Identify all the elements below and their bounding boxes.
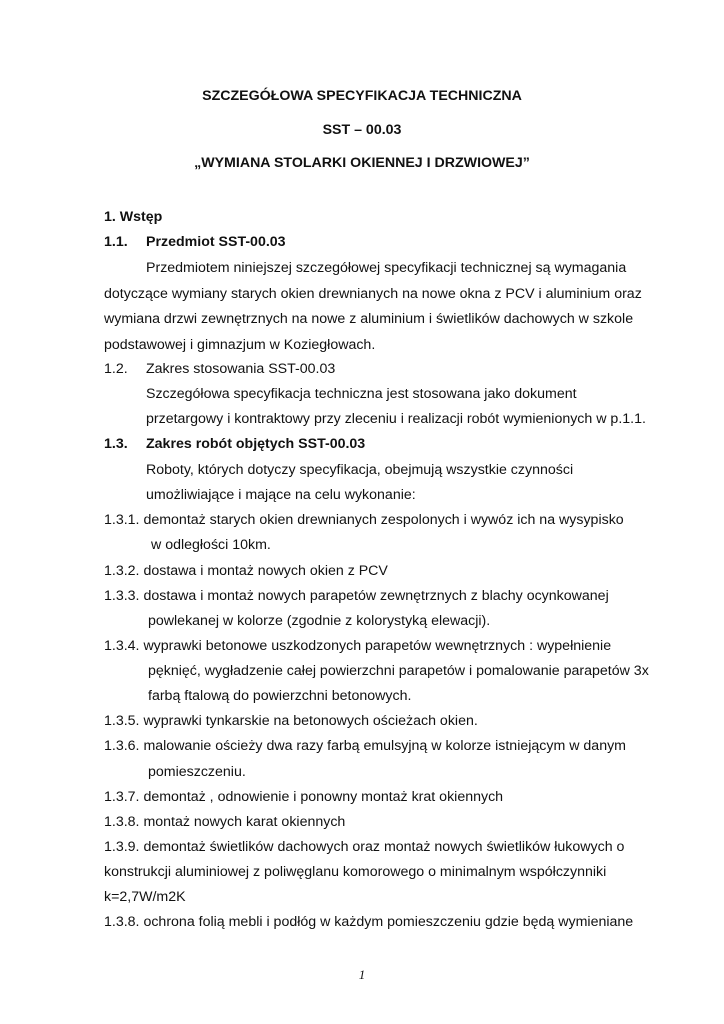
section-1-2-heading: Zakres stosowania SST-00.03	[146, 361, 336, 377]
section-1-3-heading: Zakres robót objętych SST-00.03	[146, 436, 366, 452]
paragraph-line: Szczegółowa specyfikacja techniczna jest stosowana jako dokument	[146, 386, 577, 402]
paragraph-line: wymiana drzwi zewnętrznych na nowe z aluminium i świetlików dachowych w szkole	[104, 311, 634, 327]
paragraph-line: umożliwiające i mające na celu wykonanie:	[146, 487, 416, 503]
section-1-1-heading: Przedmiot SST-00.03	[146, 234, 286, 250]
list-item: 1.3.8. montaż nowych karat okiennych	[104, 814, 346, 830]
document-title: SZCZEGÓŁOWA SPECYFIKACJA TECHNICZNA	[202, 88, 522, 104]
list-item-continuation: k=2,7W/m2K	[104, 889, 186, 905]
document-code: SST – 00.03	[322, 122, 402, 138]
list-item: 1.3.8. ochrona folią mebli i podłóg w każdym pomieszczeniu gdzie będą wymieniane	[104, 914, 634, 930]
list-item-continuation: pęknięć, wygładzenie całej powierzchni parapetów i pomalowanie parapetów 3x	[148, 663, 649, 679]
section-1-3-number: 1.3.	[104, 436, 128, 452]
paragraph-line: podstawowej i gimnazjum w Koziegłowach.	[104, 337, 376, 353]
list-item: 1.3.2. dostawa i montaż nowych okien z PCV	[104, 563, 388, 579]
page-number: 1	[358, 967, 366, 982]
section-1-heading: 1. Wstęp	[104, 209, 163, 225]
list-item: 1.3.1. demontaż starych okien drewnianych zespolonych i wywóz ich na wysypisko	[104, 512, 624, 528]
list-item: 1.3.7. demontaż , odnowienie i ponowny montaż krat okiennych	[104, 789, 504, 805]
document-subtitle: „WYMIANA STOLARKI OKIENNEJ I DRZWIOWEJ”	[194, 155, 530, 171]
list-item: 1.3.6. malowanie ościeży dwa razy farbą emulsyjną w kolorze istniejącym w danym	[104, 738, 627, 754]
list-item-continuation: w odległości 10km.	[151, 537, 271, 553]
list-item: 1.3.3. dostawa i montaż nowych parapetów zewnętrznych z blachy ocynkowanej	[104, 588, 609, 604]
list-item: 1.3.4. wyprawki betonowe uszkodzonych parapetów wewnętrznych : wypełnienie	[104, 638, 612, 654]
list-item-continuation: powlekanej w kolorze (zgodnie z kolorystyką elewacji).	[148, 613, 491, 629]
list-item-continuation: konstrukcji aluminiowej z poliwęglanu komorowego o minimalnym współczynniki	[104, 864, 607, 880]
paragraph-line: dotyczące wymiany starych okien drewnianych na nowe okna z PCV i aluminium oraz	[104, 286, 642, 302]
list-item-continuation: pomieszczeniu.	[148, 764, 246, 780]
paragraph-line: Roboty, których dotyczy specyfikacja, obejmują wszystkie czynności	[146, 462, 574, 478]
paragraph-line: przetargowy i kontraktowy przy zleceniu i realizacji robót wymienionych w p.1.1.	[146, 411, 646, 427]
list-item: 1.3.9. demontaż świetlików dachowych oraz montaż nowych świetlików łukowych o	[104, 839, 625, 855]
list-item-continuation: farbą ftalową do powierzchni betonowych.	[148, 688, 412, 704]
list-item: 1.3.5. wyprawki tynkarskie na betonowych ościeżach okien.	[104, 713, 478, 729]
section-1-2-number: 1.2.	[104, 361, 128, 377]
section-1-1-number: 1.1.	[104, 234, 128, 250]
paragraph-line: Przedmiotem niniejszej szczegółowej specyfikacji technicznej są wymagania	[146, 260, 627, 276]
